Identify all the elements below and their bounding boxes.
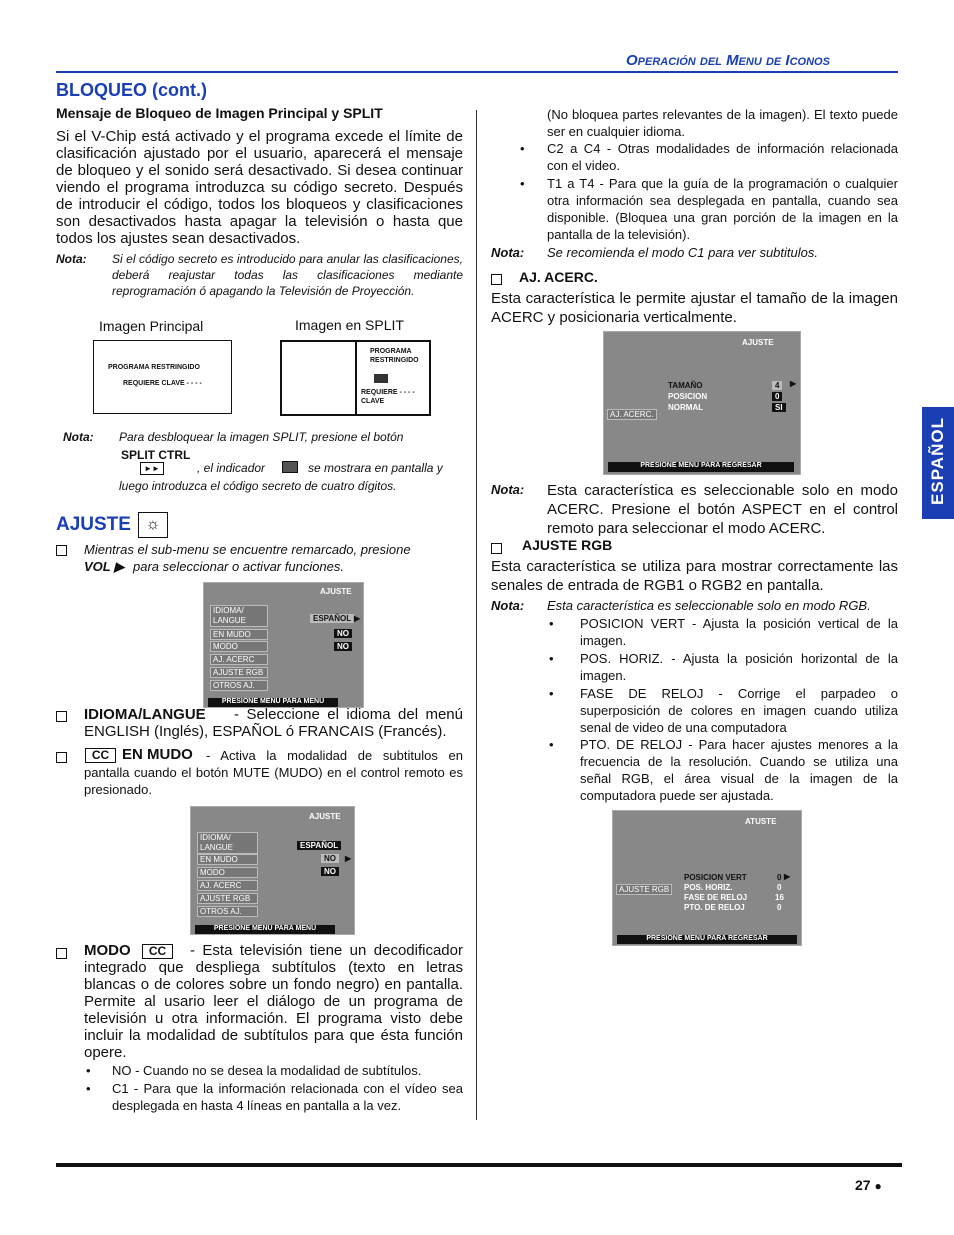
split-indicator-icon [282, 461, 298, 473]
split-ctrl-label: SPLIT CTRL [121, 448, 191, 462]
osd-ajuste-menu-2: AJUSTE IDIOMA/ LANGUE EN MUDO MODO AJ. ACERC AJUSTE RGB OTROS AJ. ESPAÑOL NO ▶ NO PRESIONE MENU PARA MENU [190, 806, 355, 935]
rgb-label: AJUSTE RGB [522, 537, 613, 553]
modo-text: - Esta televisión tiene un decodificador integrado que despliega subtítulos (texto en letras blancas o de colores sobre un fondo negro) en pantalla. Permite al usario leer el diálogo de un programa de televisión u otra información. El programa visto debe incluir la modalidad de subtítulos para que ésta función opere. [84, 942, 463, 1061]
osd-ajuste-menu-1: AJUSTE IDIOMA/ LANGUE EN MUDO MODO AJ. ACERC AJUSTE RGB OTROS AJ. ESPAÑOL ▶ NO NO PRESIONE MENU PARA MENU [203, 582, 364, 708]
ajuste-title: AJUSTE [56, 514, 131, 535]
header-rule [56, 71, 898, 73]
intro-paragraph: Si el V-Chip está activado y el programa excede el límite de clasificación ajustado por el usuario, aparecerá el mensaje de bloqueo y el sonido será desactivado. Si desea continuar viendo el programa introduzca su código secreto. Después de introducir el código, todos los bloqueos y clasificaciones son desactivados hasta apagar la televisión o hasta que todos los ajustes sean desactivados. [56, 128, 463, 247]
osd-rgb-menu: ATUSTE POSICION VERT 0 ▶ POS. HORIZ. 0 FASE DE RELOJ 16 PTO. DE RELOJ 0 AJUSTE RGB PRESIONE MENU PARA REGRESAR [612, 810, 802, 946]
arrow-right-icon: ▶ [790, 379, 797, 388]
arrow-right-icon: ▶ [784, 872, 791, 881]
subhead: Mensaje de Bloqueo de Imagen Principal y SPLIT [56, 105, 383, 121]
image-caption-main: Imagen Principal [99, 318, 204, 334]
image-caption-split: Imagen en SPLIT [295, 317, 404, 333]
column-divider [476, 110, 477, 1120]
running-header: Operación del Menu de Iconos [626, 52, 830, 69]
osd-acerc-menu: AJUSTE TAMAÑO 4 ▶ POSICION 0 NORMAL SI AJ. ACERC. PRESIONE MENU PARA REGRESAR [603, 331, 801, 475]
footer-rule [56, 1163, 902, 1167]
list-item: T1 a T4 - Para que la guía de la programación o cualquier otra información sea desplegada en pantalla, cuando sea disponible. (Bloquea una gran porción de la imagen en la pantalla de la televisión). [547, 176, 898, 242]
ajuste-icon: ☼ [138, 512, 168, 538]
arrow-right-icon: ▶ [354, 614, 361, 623]
modo-label: MODO [84, 942, 131, 959]
section-title: BLOQUEO (cont.) [56, 80, 207, 100]
acerc-text: Esta característica le permite ajustar el tamaño de la imagen ACERC y posicionaria verticalmente. [491, 290, 898, 326]
idioma-label: IDIOMA/LANGUE [84, 706, 206, 723]
list-item: FASE DE RELOJ - Corrige el parpadeo o superposición de colores en imagen cuando utiliza senal de video de una computadora [580, 686, 898, 735]
nota2-label: Nota: [63, 430, 94, 444]
cc-icon: CC [142, 944, 173, 959]
nota-text: Si el código secreto es introducido para anular las clasificaciones, deberá reajustar todas las clasificaciones mediante reprogramación ó apagando la Televisión de Proyección. [112, 252, 463, 298]
list-item: C2 a C4 - Otras modalidades de información relacionada con el video. [547, 141, 898, 173]
list-item: PTO. DE RELOJ - Para hacer ajustes menores a la frecuencia de la resolución. Cuando se utiliza una señal RGB, el área visual de la imagen de la computadora puede ser ajustada. [580, 737, 898, 803]
split-image-lock-screen: PROGRAMA RESTRINGIDO REQUIERE - - - - CLAVE [280, 340, 431, 416]
nota-acerc-text: Esta característica es seleccionable solo en modo ACERC. Presione el botón ASPECT en el control remoto para seleccionar el modo ACERC. [547, 482, 898, 537]
idioma-text: - Seleccione el idioma del menú ENGLISH (Inglés), ESPAÑOL ó FRANCAIS (Francés). [84, 706, 463, 740]
list-item: POS. HORIZ. - Ajusta la posición horizontal de la imagen. [580, 651, 898, 683]
page-number: 27 ● [855, 1177, 882, 1193]
split-ctrl-button-icon: ►► [140, 462, 164, 475]
nota-label: Nota: [56, 252, 87, 266]
checkbox-bullet-icon [56, 543, 73, 561]
list-item: C1 - Para que la información relacionada con el vídeo sea desplegada en hasta 4 líneas en pantalla a la vez. [112, 1081, 463, 1113]
rgb-text: Esta característica se utiliza para mostrar correctamente las senales de entrada de RGB1 o RGB2 en pantalla. [491, 558, 898, 594]
cc-icon: CC [85, 748, 116, 763]
arrow-right-icon: ▶ [345, 854, 352, 863]
acerc-label: AJ. ACERC. [519, 269, 598, 285]
list-item: POSICION VERT - Ajusta la posición vertical de la imagen. [580, 616, 898, 648]
enmudo-text: - Activa la modalidad de subtitulos en pantalla cuando el botón MUTE (MUDO) en el control remoto es presionado. [84, 748, 463, 797]
lock-indicator-icon [374, 374, 388, 383]
language-side-tab: ESPAÑOL [922, 407, 954, 519]
enmudo-label: EN MUDO [122, 746, 193, 763]
main-image-lock-screen: PROGRAMA RESTRINGIDO REQUIERE CLAVE - - - - [93, 340, 232, 414]
list-item: NO - Cuando no se desea la modalidad de subtítulos. [112, 1063, 422, 1078]
continued-text: (No bloquea partes relevantes de la imagen). El texto puede ser en cualquier idioma. [547, 107, 898, 139]
